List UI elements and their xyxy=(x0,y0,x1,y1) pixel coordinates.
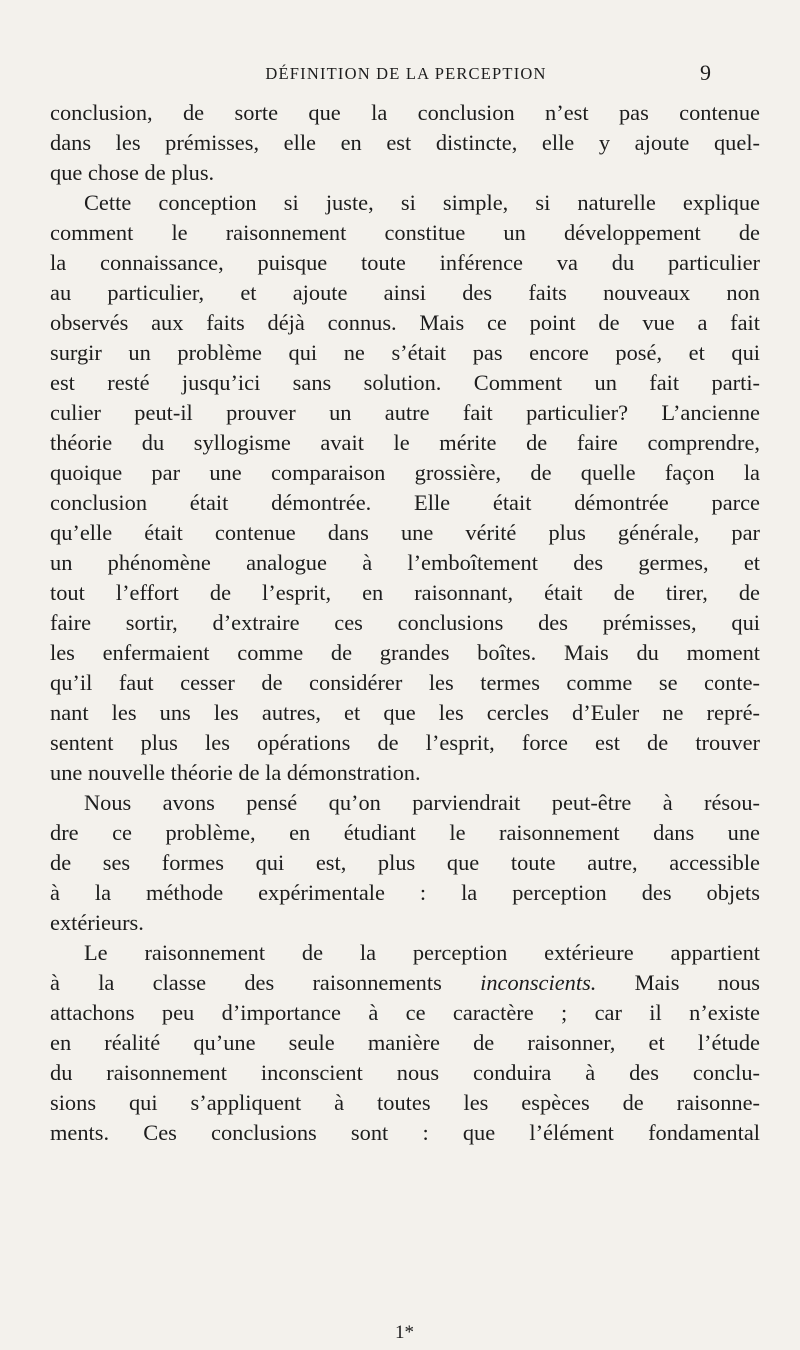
text-line: qu’elle était contenue dans une vérité plus générale, par xyxy=(50,520,760,545)
text-line: du raisonnement inconscient nous conduira à des conclu- xyxy=(50,1060,760,1085)
text-line: comment le raisonnement constitue un développement de xyxy=(50,220,760,245)
text-line: Cette conception si juste, si simple, si naturelle explique xyxy=(84,190,760,215)
text-line: conclusion, de sorte que la conclusion n’est pas contenue xyxy=(50,100,760,125)
text-line: attachons peu d’importance à ce caractère ; car il n’existe xyxy=(50,1000,760,1025)
text-line: dans les prémisses, elle en est distincte, elle y ajoute quel- xyxy=(50,130,760,155)
text-line: que chose de plus. xyxy=(50,160,215,185)
text-line: théorie du syllogisme avait le mérite de faire comprendre, xyxy=(50,430,760,455)
text-line: en réalité qu’une seule manière de raisonner, et l’étude xyxy=(50,1030,760,1055)
text-line: au particulier, et ajoute ainsi des faits nouveaux non xyxy=(50,280,760,305)
text-line: quoique par une comparaison grossière, de quelle façon la xyxy=(50,460,760,485)
italic-term: inconscients. xyxy=(480,970,597,995)
text-line: surgir un problème qui ne s’était pas encore posé, et qui xyxy=(50,340,760,365)
text-line: tout l’effort de l’esprit, en raisonnant, était de tirer, de xyxy=(50,580,760,605)
text-line: un phénomène analogue à l’emboîtement des germes, et xyxy=(50,550,760,575)
page-number: 9 xyxy=(700,60,711,85)
text-line xyxy=(50,968,760,998)
text-line: ments. Ces conclusions sont : que l’élément fondamental xyxy=(50,1120,760,1145)
text-line: les enfermaient comme de grandes boîtes. Mais du moment xyxy=(50,640,760,665)
text-line: Le raisonnement de la perception extérieure appartient xyxy=(84,940,760,965)
text-line: qu’il faut cesser de considérer les termes comme se conte- xyxy=(50,670,760,695)
text-line: extérieurs. xyxy=(50,910,144,935)
text-line: nant les uns les autres, et que les cercles d’Euler ne repré- xyxy=(50,700,760,725)
text-line: à la méthode expérimentale : la perception des objets xyxy=(50,880,760,905)
text-segment: Mais nous xyxy=(596,970,761,995)
text-line: faire sortir, d’extraire ces conclusions des prémisses, qui xyxy=(50,610,760,635)
text-line: Nous avons pensé qu’on parviendrait peut-être à résou- xyxy=(84,790,760,815)
text-line: sions qui s’appliquent à toutes les espèces de raisonne- xyxy=(50,1090,760,1115)
text-line: culier peut-il prouver un autre fait particulier? L’ancienne xyxy=(50,400,760,425)
text-line: est resté jusqu’ici sans solution. Comment un fait parti- xyxy=(50,370,760,395)
printer-signature: 1* xyxy=(395,1322,414,1343)
running-head xyxy=(0,62,800,92)
text-segment: à la classe des raisonnements xyxy=(50,970,481,995)
text-line: conclusion était démontrée. Elle était démontrée parce xyxy=(50,490,760,515)
text-line: sentent plus les opérations de l’esprit, force est de trouver xyxy=(50,730,760,755)
text-line: observés aux faits déjà connus. Mais ce point de vue a fait xyxy=(50,310,760,335)
text-line: dre ce problème, en étudiant le raisonnement dans une xyxy=(50,820,760,845)
text-line: de ses formes qui est, plus que toute autre, accessible xyxy=(50,850,760,875)
text-line: une nouvelle théorie de la démonstration. xyxy=(50,760,421,785)
text-line: la connaissance, puisque toute inférence va du particulier xyxy=(50,250,760,275)
running-title: DÉFINITION DE LA PERCEPTION xyxy=(265,64,547,83)
